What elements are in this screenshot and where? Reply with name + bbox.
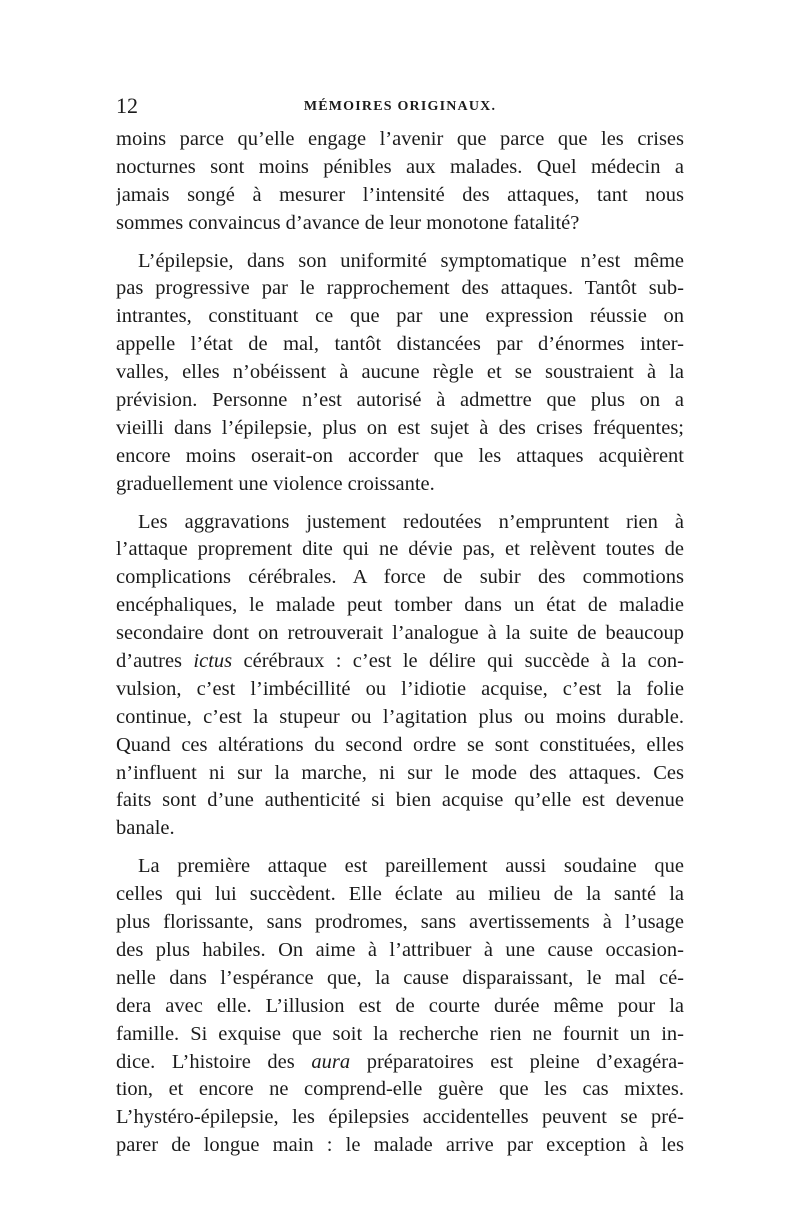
- page-header: [116, 92, 684, 120]
- text-segment: dice. L’histoire des: [116, 1050, 312, 1073]
- text-line: [116, 387, 684, 415]
- text-segment: l’attaque proprement dite qui ne dévie pas, et relèvent toutes de: [116, 538, 684, 561]
- text-segment: moins parce qu’elle engage l’avenir que parce que les crises: [116, 128, 684, 150]
- text-line: [116, 732, 684, 760]
- text-segment: L’épilepsie, dans son uniformité symptomatique n’est même: [138, 249, 684, 272]
- text-segment: n’influent ni sur la marche, ni sur le mode des attaques. Ces: [116, 761, 684, 784]
- text-segment: banale.: [116, 817, 175, 840]
- text-line: [116, 1049, 684, 1077]
- italic-term: ictus: [193, 650, 233, 673]
- text-segment: celles qui lui succèdent. Elle éclate au milieu de la santé la: [116, 883, 684, 906]
- text-segment: complications cérébrales. A force de subir des commotions: [116, 566, 684, 589]
- text-segment: encore moins oserait-on accorder que les attaques acquièrent: [116, 444, 684, 467]
- text-line: [116, 126, 684, 154]
- text-line: [116, 676, 684, 704]
- running-title: MÉMOIRES ORIGINAUX.: [303, 99, 497, 114]
- text-line: [116, 1104, 684, 1132]
- text-segment: continue, c’est la stupeur ou l’agitation plus ou moins durable.: [116, 705, 684, 728]
- text-segment: graduellement une violence croissante.: [116, 472, 435, 495]
- text-line: [116, 993, 684, 1021]
- paragraph: [116, 126, 684, 238]
- text-line: [116, 182, 684, 210]
- text-segment: La première attaque est pareillement aussi soudaine que: [138, 855, 684, 878]
- text-line: [116, 937, 684, 965]
- text-line: [116, 443, 684, 471]
- text-line: [116, 815, 684, 843]
- text-segment: Quand ces altérations du second ordre se sont constituées, elles: [116, 733, 684, 756]
- text-line: [116, 1076, 684, 1104]
- text-line: [116, 275, 684, 303]
- text-segment: vieilli dans l’épilepsie, plus on est sujet à des crises fréquentes;: [116, 416, 684, 439]
- text-line: [116, 787, 684, 815]
- text-line: [116, 154, 684, 182]
- text-segment: sommes convaincus d’avance de leur monotone fatalité?: [116, 211, 580, 234]
- text-segment: secondaire dont on retrouverait l’analogue à la suite de beaucoup: [116, 622, 684, 645]
- text-segment: vulsion, c’est l’imbécillité ou l’idiotie acquise, c’est la folie: [116, 677, 684, 700]
- page-number: 12: [116, 93, 138, 118]
- text-line: [116, 881, 684, 909]
- text-line: [116, 592, 684, 620]
- text-line: [116, 509, 684, 537]
- text-segment: nocturnes sont moins pénibles aux malades. Quel médecin a: [116, 155, 684, 178]
- text-line: [116, 1021, 684, 1049]
- paragraph: [116, 853, 684, 1160]
- text-line: [116, 471, 684, 499]
- text-line: [116, 248, 684, 276]
- text-segment: intrantes, constituant ce que par une expression réussie on: [116, 305, 684, 328]
- text-segment: pas progressive par le rapprochement des attaques. Tantôt sub-: [116, 277, 684, 300]
- text-line: [116, 331, 684, 359]
- text-line: [116, 760, 684, 788]
- text-line: [116, 564, 684, 592]
- italic-term: aura: [311, 1050, 351, 1073]
- text-segment: d’autres: [116, 650, 194, 673]
- text-segment: valles, elles n’obéissent à aucune règle et se soustraient à la: [116, 361, 684, 384]
- text-segment: faits sont d’une authenticité si bien acquise qu’elle est devenue: [116, 789, 684, 812]
- text-segment: tion, et encore ne comprend-elle guère que les cas mixtes.: [116, 1078, 684, 1101]
- text-line: [116, 704, 684, 732]
- text-line: [116, 909, 684, 937]
- text-segment: jamais songé à mesurer l’intensité des attaques, tant nous: [116, 183, 684, 206]
- paragraph: [116, 248, 684, 499]
- text-segment: prévision. Personne n’est autorisé à admettre que plus on a: [116, 389, 684, 412]
- text-segment: L’hystéro-épilepsie, les épilepsies accidentelles peuvent se pré-: [116, 1106, 684, 1129]
- body-text: [116, 126, 684, 1170]
- text-line: [116, 620, 684, 648]
- text-line: [116, 210, 684, 238]
- text-segment: appelle l’état de mal, tantôt distancées par d’énormes inter-: [116, 333, 684, 356]
- text-line: [116, 303, 684, 331]
- paragraph: [116, 509, 684, 844]
- text-segment: Les aggravations justement redoutées n’empruntent rien à: [138, 510, 684, 533]
- text-line: [116, 648, 684, 676]
- text-line: [116, 853, 684, 881]
- text-line: [116, 965, 684, 993]
- text-segment: encéphaliques, le malade peut tomber dans un état de maladie: [116, 594, 684, 617]
- text-segment: préparatoires est pleine d’exagéra-: [350, 1050, 684, 1073]
- text-segment: plus florissante, sans prodromes, sans avertissements à l’usage: [116, 911, 684, 934]
- text-line: [116, 1132, 684, 1160]
- text-segment: dera avec elle. L’illusion est de courte durée même pour la: [116, 994, 684, 1017]
- text-line: [116, 359, 684, 387]
- text-line: [116, 415, 684, 443]
- text-segment: cérébraux : c’est le délire qui succède à la con-: [232, 650, 684, 673]
- text-segment: nelle dans l’espérance que, la cause disparaissant, le mal cé-: [116, 966, 684, 989]
- text-segment: parer de longue main : le malade arrive par exception à les: [116, 1134, 684, 1157]
- text-segment: famille. Si exquise que soit la recherche rien ne fournit un in-: [116, 1022, 684, 1045]
- text-segment: des plus habiles. On aime à l’attribuer à une cause occasion-: [116, 938, 684, 961]
- text-line: [116, 536, 684, 564]
